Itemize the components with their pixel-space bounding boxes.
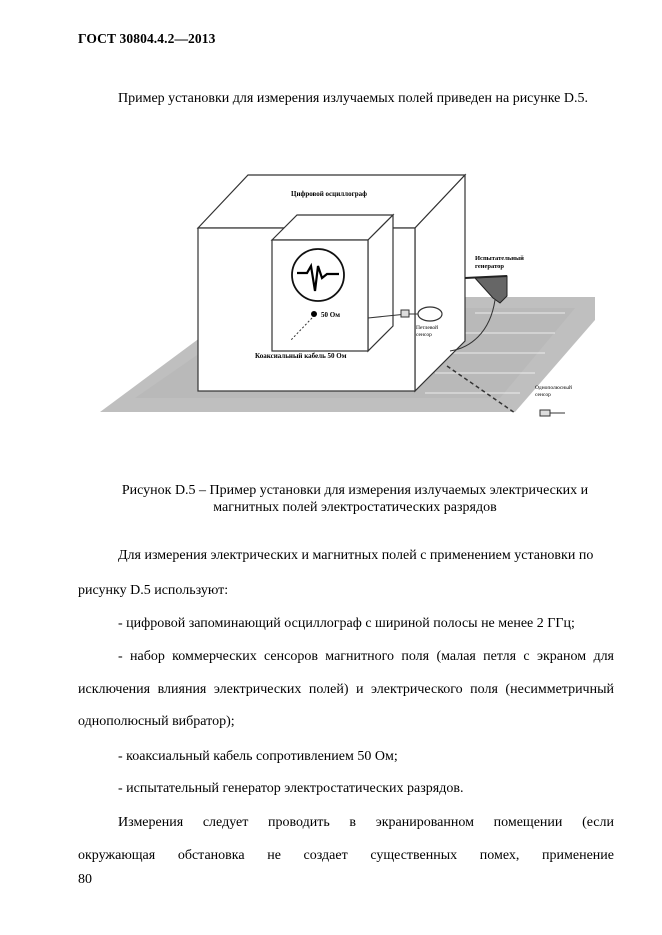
loop-sensor bbox=[418, 307, 442, 321]
monopole-sensor bbox=[540, 410, 550, 416]
label-oscilloscope: Цифровой осциллограф bbox=[291, 190, 367, 198]
list-item-cable: - коаксиальный кабель сопротивлением 50 Ом; bbox=[118, 749, 398, 764]
label-generator-line1: Испытательный bbox=[475, 255, 524, 262]
termination-dot bbox=[311, 311, 317, 317]
paragraph-2-line-1: Измерения следует проводить в экранированном помещении (если bbox=[118, 815, 614, 830]
list-item-oscilloscope: - цифровой запоминающий осциллограф с шириной полосы не менее 2 ГГц; bbox=[118, 616, 575, 631]
list-item-sensors-line-1: - набор коммерческих сенсоров магнитного поля (малая петля с экраном для bbox=[118, 649, 614, 664]
label-loop-line2: сенсор bbox=[416, 332, 432, 338]
page-number: 80 bbox=[78, 872, 92, 887]
figure-caption bbox=[90, 482, 620, 516]
label-monopole-line2: сенсор bbox=[535, 392, 551, 398]
intro-paragraph: Пример установки для измерения излучаемых полей приведен на рисунке D.5. bbox=[118, 91, 588, 106]
list-item-generator: - испытательный генератор электростатических разрядов. bbox=[118, 781, 464, 796]
paragraph-1-line-1: Для измерения электрических и магнитных полей с применением установки по bbox=[118, 548, 594, 563]
document-header: ГОСТ 30804.4.2—2013 bbox=[78, 31, 216, 46]
label-generator-line2: генератор bbox=[475, 263, 505, 270]
list-item-sensors-line-2: исключения влияния электрических полей) и электрического поля (несимметричный bbox=[78, 682, 614, 697]
label-loop-line1: Петлевой bbox=[416, 325, 439, 331]
figure-d5 bbox=[95, 148, 595, 433]
list-item-sensors-line-3: однополюсный вибратор); bbox=[78, 714, 235, 729]
label-monopole-line1: Однополюсный bbox=[535, 385, 572, 391]
caption-line-2: магнитных полей электростатических разрядов bbox=[213, 500, 497, 515]
caption-line-1: Рисунок D.5 – Пример установки для измерения излучаемых электрических и bbox=[121, 483, 589, 498]
label-50-ohm: 50 Ом bbox=[321, 311, 340, 319]
paragraph-1-line-2: рисунку D.5 используют: bbox=[78, 583, 229, 598]
label-coax-cable: Коаксиальный кабель 50 Ом bbox=[255, 352, 347, 360]
paragraph-2-line-2: окружающая обстановка не создает существенных помех, применение bbox=[78, 848, 614, 863]
